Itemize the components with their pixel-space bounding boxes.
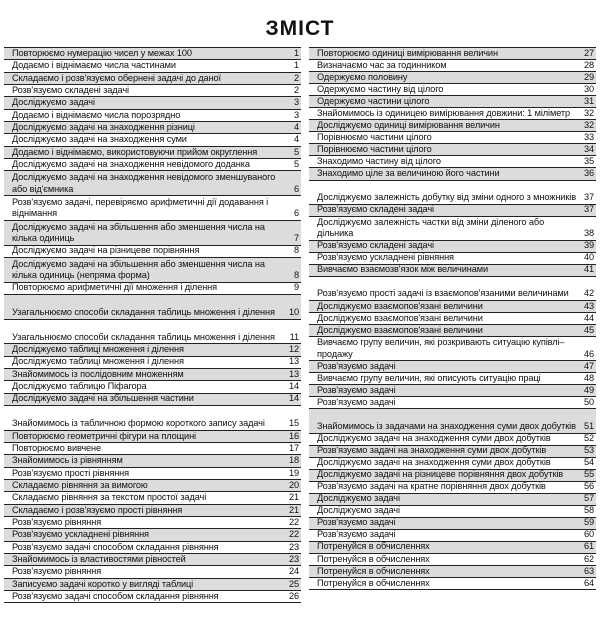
toc-entry-title: Повторюємо геометричні фігури на площині (12, 430, 196, 441)
toc-entry-page: 31 (583, 95, 594, 106)
toc-entry-page: 23 (288, 541, 299, 552)
toc-entry-title: Досліджуємо залежність добутку від зміни одного з множників (317, 192, 576, 203)
toc-entry-title: Досліджуємо задачі (12, 97, 95, 108)
toc-entry (309, 168, 596, 180)
toc-entry-title: Знаходимо ціле за величиною його частини (317, 168, 500, 179)
toc-entry (4, 48, 301, 60)
toc-entry (4, 591, 301, 603)
toc-entry-page: 30 (583, 83, 594, 94)
toc-entry (309, 108, 596, 120)
toc-entry (309, 542, 596, 554)
toc-entry (309, 313, 596, 325)
toc-entry-title: Складаємо рівняння за текстом простої задачі (12, 492, 207, 503)
toc-entry-title: Розв'язуємо рівняння (12, 516, 102, 527)
toc-entry-title: Розв'язуємо рівняння (12, 566, 102, 577)
toc-entry-page: 37 (583, 204, 594, 215)
toc-entry-title: Розв'язуємо задачі (317, 384, 396, 395)
toc-entry (309, 156, 596, 168)
toc-entry-page: 47 (583, 360, 594, 371)
toc-entry (309, 530, 596, 542)
toc-entry-title: Вивчаємо взаємозв'язок між величинами (317, 264, 488, 275)
toc-entry (309, 205, 596, 217)
toc-entry-page: 20 (288, 479, 299, 490)
toc-entry-title: Одержуємо половину (317, 71, 408, 82)
toc-entry (4, 529, 301, 541)
toc-entry-title: Складаємо і розв'язуємо обернені задачі до даної (12, 72, 222, 83)
toc-entry-page: 51 (583, 421, 594, 431)
toc-entry-title: Досліджуємо таблицю Піфагора (12, 381, 147, 392)
toc-entry (4, 579, 301, 591)
toc-entry-page: 8 (293, 270, 299, 281)
toc-entry-title: Розв'язуємо ускладнені рівняння (317, 252, 454, 263)
toc-entry-title: Повторюємо арифметичні дії множення і ділення (12, 282, 218, 293)
toc-entry-page: 44 (583, 312, 594, 323)
toc-entry-page: 21 (288, 504, 299, 515)
toc-entry-page: 35 (583, 155, 594, 166)
toc-entry (4, 492, 301, 504)
toc-entry (309, 506, 596, 518)
toc-entry-title: Знайомимось із рівнянням (12, 455, 123, 466)
toc-entry-title: Складаємо і розв'язуємо прості рівняння (12, 504, 183, 515)
toc-entry (4, 357, 301, 369)
toc-entry-title: Вивчаємо групу величин, які описують ситуацію праці (317, 372, 541, 383)
toc-entry-title: Досліджуємо таблиці множення і ділення (12, 356, 184, 367)
toc-entry-title: Досліджуємо взаємопов'язані величини (317, 324, 483, 335)
toc-entry-page: 62 (583, 553, 594, 564)
toc-entry-title: Потренуйся в обчисленнях (317, 577, 430, 588)
toc-entry-page: 41 (583, 264, 594, 275)
toc-entry (309, 325, 596, 337)
toc-entry (309, 397, 596, 409)
toc-entry (309, 181, 596, 205)
toc-entry (4, 381, 301, 393)
toc-entry-title: Складаємо рівняння за вимогою (12, 479, 148, 490)
toc-entry-page: 2 (293, 72, 299, 83)
toc-entry-page: 11 (289, 331, 299, 342)
toc-entry (4, 283, 301, 295)
toc-entry-title: Додаємо і віднімаємо числа частинами (12, 60, 176, 71)
toc-entry-title: Досліджуємо залежність частки від зміни діленого або дільника (317, 216, 545, 239)
toc-entry-title: Узагальнюємо способи складання таблиць множення і ділення (12, 307, 275, 318)
toc-entry-page: 22 (288, 529, 299, 540)
toc-entry-page: 49 (583, 384, 594, 395)
toc-entry (309, 554, 596, 566)
toc-entry-title: Досліджуємо задачі на знаходження суми (12, 134, 187, 145)
toc-entry (309, 84, 596, 96)
toc-entry (4, 505, 301, 517)
toc-entry (4, 258, 301, 283)
toc-entry-title: Розв'язуємо складені задачі (12, 84, 129, 95)
toc-entry-title: Досліджуємо задачі на збільшення або зменшення числа на кілька одиниць (непряма форма) (12, 258, 265, 281)
toc-entry-title: Розв'язуємо ускладнені рівняння (12, 529, 149, 540)
toc-entry-page: 14 (288, 381, 299, 392)
toc-entry-title: Розв'язуємо задачі (317, 517, 396, 528)
toc-entry-title: Вивчаємо групу величин, які розкривають ситуацію купівлі–продажу (317, 337, 565, 359)
toc-entry-title: Порівнюємо частини цілого (317, 131, 432, 142)
toc-entry-page: 13 (288, 356, 299, 367)
toc-left-column (4, 47, 301, 603)
toc-entry-page: 13 (288, 368, 299, 379)
toc-entry-title: Розв'язуємо задачі на кратне порівняння двох добутків (317, 481, 546, 492)
toc-entry-title: Знайомимось із властивостями рівностей (12, 553, 186, 564)
toc-entry-page: 19 (288, 467, 299, 478)
toc-entry-page: 1 (293, 60, 299, 71)
toc-entry-title: Розв'язуємо прості рівняння (12, 467, 130, 478)
toc-entry-page: 1 (293, 47, 299, 58)
toc-entry (4, 554, 301, 566)
toc-entry-title: Потренуйся в обчисленнях (317, 541, 430, 552)
toc-entry-page: 5 (293, 146, 299, 157)
toc-entry-title: Порівнюємо частини цілого (317, 143, 432, 154)
toc-entry (309, 132, 596, 144)
toc-entry-page: 32 (583, 107, 594, 118)
toc-entry (309, 277, 596, 301)
toc-entry (4, 97, 301, 109)
toc-entry-page: 12 (288, 344, 299, 355)
toc-entry (4, 171, 301, 196)
toc-entry-page: 32 (583, 119, 594, 130)
toc-entry (4, 147, 301, 159)
toc-entry-title: Повторюємо нумерацію чисел у межах 100 (12, 47, 192, 58)
toc-entry (309, 482, 596, 494)
toc-entry (4, 159, 301, 171)
toc-entry-title: Досліджуємо задачі на знаходження невідомого зменшуваного або від'ємника (12, 172, 276, 194)
toc-entry-page: 14 (288, 393, 299, 404)
toc-entry-title: Визначаємо час за годинником (317, 59, 447, 70)
toc-entry (4, 85, 301, 97)
toc-entry (4, 517, 301, 529)
toc-entry-page: 60 (583, 529, 594, 540)
toc-entry-title: Розв'язуємо задачі на знаходження суми двох добутків (317, 445, 547, 456)
toc-entry (4, 122, 301, 134)
toc-entry (4, 134, 301, 146)
toc-entry (309, 361, 596, 373)
toc-entry-title: Потренуйся в обчисленнях (317, 553, 430, 564)
toc-entry (309, 470, 596, 482)
toc-entry-title: Досліджуємо задачі на різницеве порівняння двох добутків (317, 469, 564, 480)
toc-entry (309, 96, 596, 108)
toc-entry-page: 24 (288, 566, 299, 577)
toc-entry-title: Одержуємо частину від цілого (317, 83, 444, 94)
toc-entry (4, 455, 301, 467)
toc-entry (309, 120, 596, 132)
toc-entry-page: 45 (583, 324, 594, 335)
toc-entry (4, 394, 301, 406)
toc-entry-page: 63 (583, 565, 594, 576)
toc-entry-title: Розв'язуємо задачі способом складання рівняння (12, 541, 219, 552)
toc-entry-title: Досліджуємо взаємопов'язані величини (317, 300, 483, 311)
toc-entry-title: Розв'язуємо задачі (317, 529, 396, 540)
toc-entry-page: 46 (583, 348, 594, 359)
toc-entry (4, 468, 301, 480)
toc-entry-page: 34 (583, 143, 594, 154)
toc-entry (4, 406, 301, 431)
toc-entry-page: 2 (293, 84, 299, 95)
toc-entry-page: 27 (583, 47, 594, 58)
toc-entry-page: 10 (288, 307, 299, 318)
toc-entry-page: 43 (583, 300, 594, 311)
toc-entry (4, 60, 301, 72)
toc-entry (309, 265, 596, 277)
toc-entry (4, 221, 301, 246)
toc-entry-page: 3 (293, 97, 299, 108)
toc-entry-page: 52 (583, 433, 594, 444)
toc-entry-title: Узагальнюємо способи складання таблиць множення і ділення (12, 331, 275, 342)
toc-entry-title: Знаходимо частину від цілого (317, 155, 441, 166)
toc-entry (309, 578, 596, 590)
toc-entry-title: Розв'язуємо задачі (317, 360, 396, 371)
toc-entry-title: Досліджуємо задачі на збільшення частини (12, 393, 194, 404)
toc-entry-page: 4 (293, 134, 299, 145)
toc-entry-page: 54 (583, 457, 594, 468)
toc-entry (4, 246, 301, 258)
toc-entry (4, 369, 301, 381)
toc-entry (309, 72, 596, 84)
toc-entry-page: 33 (583, 131, 594, 142)
toc-entry-page: 16 (288, 430, 299, 441)
toc-entry-page: 21 (288, 492, 299, 503)
toc-entry-title: Розв'язуємо складені задачі (317, 204, 434, 215)
toc-entry-page: 28 (583, 59, 594, 70)
toc-entry-page: 58 (583, 505, 594, 516)
toc-entry-page: 6 (293, 208, 299, 219)
toc-entry-title: Досліджуємо задачі (317, 505, 400, 516)
toc-entry-page: 4 (293, 121, 299, 132)
toc-entry-title: Досліджуємо задачі на різницеве порівняння (12, 245, 200, 256)
toc-entry-title: Розв'язуємо задачі, перевіряємо арифметичні дії додавання і віднімання (12, 196, 269, 219)
toc-entry-title: Записуємо задачі коротко у вигляді таблиці (12, 578, 194, 589)
toc-entry-page: 9 (293, 282, 299, 293)
toc-entry-title: Досліджуємо взаємопов'язані величини (317, 312, 483, 323)
toc-entry-title: Додаємо і віднімаємо, використовуючи прийом округлення (12, 146, 258, 157)
toc-entry-page: 8 (293, 245, 299, 256)
toc-entry-page: 59 (583, 517, 594, 528)
toc-entry-page: 64 (583, 577, 594, 588)
toc-entry-page: 3 (293, 109, 299, 120)
toc-entry-page: 36 (583, 168, 594, 179)
toc-entry (309, 373, 596, 385)
toc-entry-page: 37 (583, 192, 594, 203)
toc-entry (4, 73, 301, 85)
toc-entry-page: 17 (288, 442, 299, 453)
toc-entry-title: Досліджуємо задачі на знаходження суми двох добутків (317, 457, 551, 468)
toc-entry-title: Додаємо і віднімаємо числа порозрядно (12, 109, 181, 120)
toc-entry-page: 15 (288, 418, 299, 429)
toc-entry (309, 48, 596, 60)
toc-entry-title: Досліджуємо задачі на знаходження різниці (12, 121, 195, 132)
toc-entry (309, 144, 596, 156)
toc-entry (4, 443, 301, 455)
toc-entry (309, 241, 596, 253)
toc-entry-title: Потренуйся в обчисленнях (317, 565, 430, 576)
toc-entry-title: Розв'язуємо складені задачі (317, 240, 434, 251)
toc-entry-title: Знайомимось із одиницею вимірювання довжини: 1 міліметр (317, 107, 571, 118)
toc-entry (309, 518, 596, 530)
toc-entry-page: 40 (583, 252, 594, 263)
toc-entry-title: Знайомимось із задачами на знаходження суми двох добутків (317, 421, 576, 431)
toc-entry-title: Знайомимось із послідовним множенням (12, 368, 184, 379)
toc-entry-title: Знайомимось із табличною формою короткого запису задачі (12, 418, 265, 429)
toc-entry (309, 409, 596, 433)
toc-entry-title: Досліджуємо задачі на збільшення або зменшення числа на кілька одиниць (12, 221, 265, 243)
toc-entry-title: Досліджуємо задачі на знаходження невідомого доданка (12, 158, 250, 169)
toc-entry-page: 18 (288, 455, 299, 466)
toc-entry (309, 434, 596, 446)
toc-entry (4, 320, 301, 345)
toc-entry-page: 29 (583, 71, 594, 82)
toc-entry-page: 7 (293, 233, 299, 243)
toc-entry-page: 55 (583, 469, 594, 480)
toc-entry (309, 458, 596, 470)
toc-entry (309, 60, 596, 72)
toc-entry-page: 42 (583, 288, 594, 299)
toc-entry-title: Досліджуємо таблиці множення і ділення (12, 344, 184, 355)
toc-entry (309, 446, 596, 458)
toc-entry-page: 56 (583, 481, 594, 492)
toc-entry-page: 53 (583, 445, 594, 456)
toc-right-column (309, 47, 596, 590)
toc-entry (309, 385, 596, 397)
toc-entry-title: Розв'язуємо задачі способом складання рівняння (12, 590, 219, 601)
toc-entry-title: Повторюємо вивчене (12, 442, 102, 453)
toc-entry-page: 39 (583, 240, 594, 251)
toc-entry (4, 295, 301, 320)
toc-entry (4, 344, 301, 356)
toc-entry (4, 431, 301, 443)
page-title: ЗМІСТ (265, 17, 335, 40)
toc-entry (309, 301, 596, 313)
toc-entry (309, 566, 596, 578)
toc-entry (4, 196, 301, 221)
toc-entry-page: 5 (293, 158, 299, 169)
toc-entry-page: 48 (583, 372, 594, 383)
toc-entry-page: 26 (288, 590, 299, 601)
toc-entry-page: 6 (293, 183, 299, 194)
toc-entry-title: Досліджуємо одиниці вимірювання величин (317, 119, 500, 130)
toc-entry-title: Розв'язуємо задачі (317, 396, 396, 407)
toc-entry-title: Досліджуємо задачі (317, 493, 400, 504)
toc-entry (4, 110, 301, 122)
toc-entry-page: 50 (583, 396, 594, 407)
toc-entry-title: Досліджуємо задачі на знаходження суми двох добутків (317, 433, 551, 444)
toc-entry-page: 38 (583, 228, 594, 239)
toc-entry (4, 542, 301, 554)
toc-entry-title: Одержуємо частини цілого (317, 95, 430, 106)
toc-entry-page: 61 (583, 541, 594, 552)
toc-entry (309, 217, 596, 241)
toc-entry (309, 253, 596, 265)
toc-entry (4, 480, 301, 492)
toc-entry-title: Повторюємо одиниці вимірювання величин (317, 47, 498, 58)
toc-entry (309, 494, 596, 506)
toc-entry-page: 57 (583, 493, 594, 504)
toc-entry (309, 337, 596, 361)
toc-entry-page: 22 (288, 516, 299, 527)
toc-entry-title: Розв'язуємо прості задачі із взаємопов'язаними величинами (317, 288, 569, 299)
toc-entry-page: 23 (288, 553, 299, 564)
toc-entry (4, 566, 301, 578)
toc-entry-page: 25 (288, 578, 299, 589)
